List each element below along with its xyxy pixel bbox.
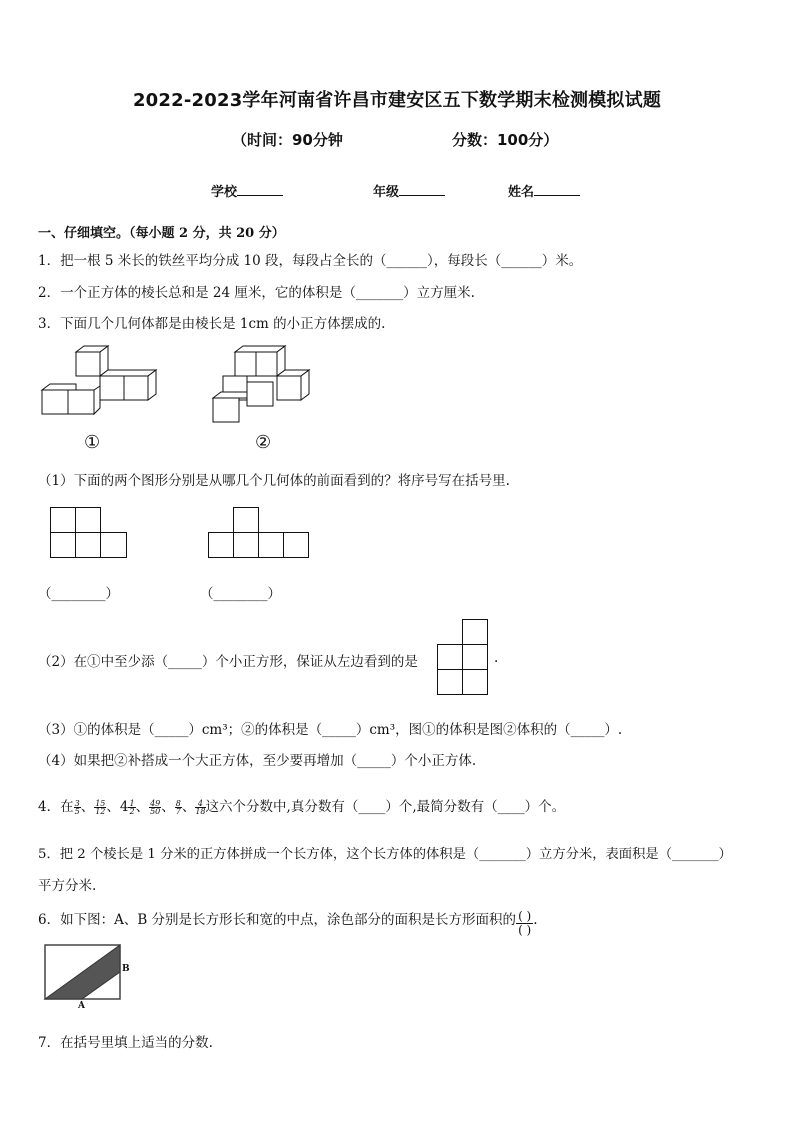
question-5-line-1: 5．把 2 个棱长是 1 分米的正方体拼成一个长方体，这个长方体的体积是（_______）立方分米，表面积是（_______） <box>38 847 732 862</box>
question-4: 4．在 $\frac{3}{5}$ 、 $\frac{15}{12}$ 、4 $\frac{1}{2}$ 、 $\frac{49}{50}$ 、 $\frac{8}{7}$ 、 $\frac{4}{18}$ 这六个分数中,真分数有（____）个,最简分数有（____）个。 <box>38 799 566 816</box>
name-label: 姓名 <box>508 185 535 200</box>
answer-fraction[interactable]: ( ) ( ) <box>518 909 532 937</box>
answer-blank-b[interactable]: （________） <box>200 586 281 602</box>
school-field <box>211 181 283 200</box>
fraction: $\frac{1}{2}$ <box>129 799 135 816</box>
exam-time: （时间：90分钟 <box>232 131 343 149</box>
question-3-part-2: （2）在①中至少添（_____）个小正方形，保证从左边看到的是 <box>38 654 418 670</box>
front-view-b <box>208 507 312 561</box>
question-7: 7．在括号里填上适当的分数. <box>38 1035 213 1051</box>
school-blank[interactable] <box>237 183 283 196</box>
front-view-a <box>50 507 130 561</box>
fraction: $\frac{3}{5}$ <box>74 799 80 816</box>
point-a-label: A <box>78 1001 85 1011</box>
grade-label: 年级 <box>373 185 400 200</box>
figure-1-label: ① <box>84 432 101 453</box>
fraction: $\frac{49}{50}$ <box>150 799 161 816</box>
question-3-part-4: （4）如果把②补搭成一个大正方体，至少要再增加（_____）个小正方体. <box>38 753 477 769</box>
question-3-part-3: （3）①的体积是（_____）cm³；②的体积是（_____）cm³，图①的体积是图②体积的（_____）. <box>38 722 623 738</box>
left-view-figure <box>437 619 491 697</box>
school-label: 学校 <box>211 185 238 200</box>
question-1: 1．把一根 5 米长的铁丝平均分成 10 段，每段占全长的（______），每段长（______）米。 <box>38 253 583 269</box>
question-3-stem: 3．下面几个几何体都是由棱长是 1cm 的小正方体摆成的. <box>38 316 386 332</box>
question-5-line-2: 平方分米. <box>38 878 97 894</box>
rectangle-figure <box>44 944 136 1010</box>
question-6: 6．如下图：A、B 分别是长方形长和宽的中点，涂色部分的面积是长方形面积的 ( ) ( ) . <box>38 909 538 937</box>
solid-figure-2 <box>213 346 313 422</box>
answer-blank-a[interactable]: （________） <box>38 586 119 602</box>
name-field <box>508 181 580 200</box>
section-heading: 一、仔细填空。（每小题 2 分，共 20 分） <box>38 226 285 241</box>
exam-score: 分数：100分） <box>452 131 559 149</box>
solid-figure-1 <box>42 346 162 416</box>
grade-field <box>373 181 445 200</box>
question-3-part-1: （1）下面的两个图形分别是从哪几个几何体的前面看到的？将序号写在括号里. <box>38 473 510 489</box>
fraction: $\frac{4}{18}$ <box>195 799 206 816</box>
question-3-part-2-end: . <box>494 650 499 666</box>
page-title: 2022-2023学年河南省许昌市建安区五下数学期末检测模拟试题 <box>132 90 662 111</box>
name-blank[interactable] <box>534 183 580 196</box>
point-b-label: B <box>122 964 130 974</box>
fraction: $\frac{15}{12}$ <box>95 799 106 816</box>
fraction: $\frac{8}{7}$ <box>175 799 181 816</box>
grade-blank[interactable] <box>399 183 445 196</box>
question-2: 2．一个正方体的棱长总和是 24 厘米，它的体积是（_______）立方厘米. <box>38 285 475 301</box>
figure-2-label: ② <box>255 432 272 453</box>
